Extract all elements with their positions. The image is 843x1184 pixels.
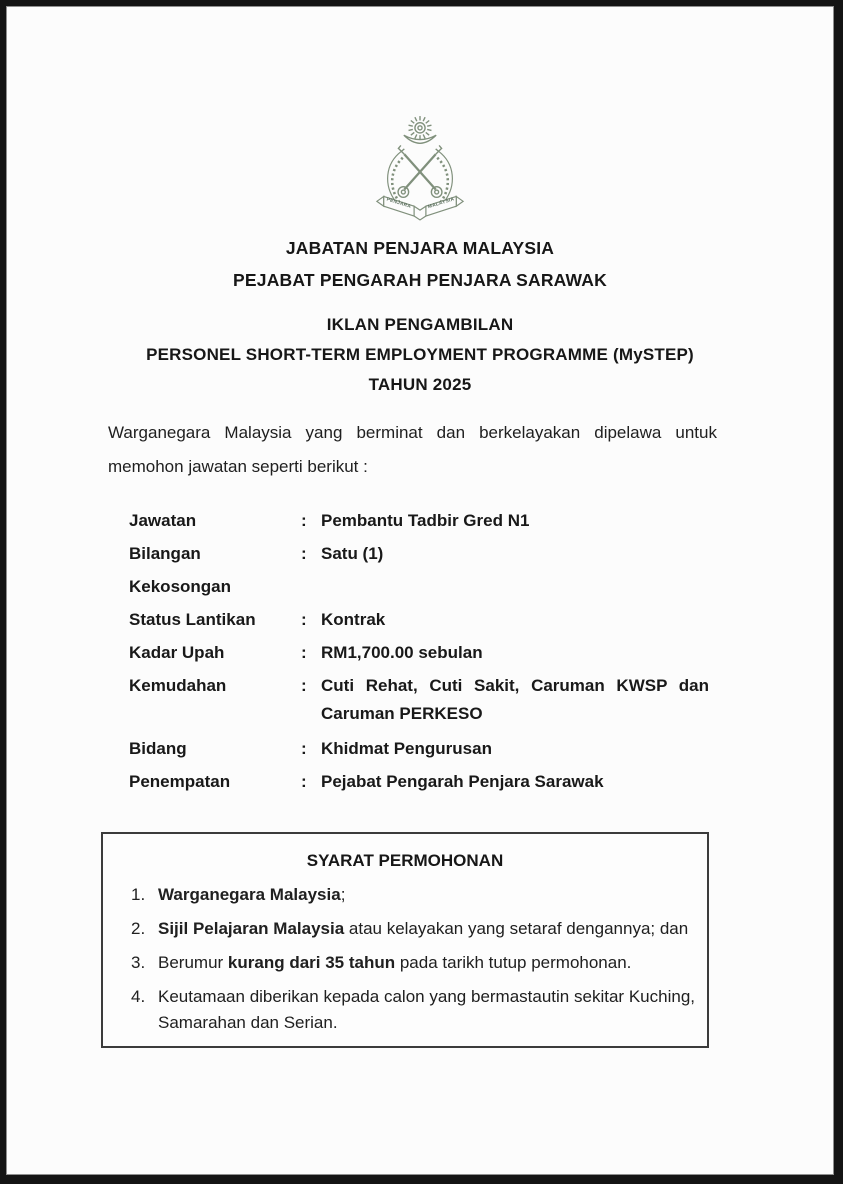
- intro-paragraph: Warganegara Malaysia yang berminat dan berkelayakan dipelawa untuk memohon jawatan seperti berikut :: [108, 423, 717, 476]
- detail-colon: :: [301, 511, 307, 530]
- item-text-post: pada tarikh tutup permohonan.: [395, 953, 632, 972]
- item-text-post: atau kelayakan yang setaraf dengannya; dan: [344, 919, 689, 938]
- detail-row-kemudahan: [129, 669, 709, 732]
- announcement-line-1: IKLAN PENGAMBILAN: [326, 315, 514, 334]
- detail-value: [321, 672, 709, 728]
- item-number: 4.: [131, 987, 146, 1006]
- announcement-title-block: [7, 310, 833, 400]
- item-text: [158, 916, 695, 942]
- paddy-wreath-icon: [388, 151, 453, 202]
- detail-colon: :: [301, 544, 307, 563]
- detail-value: Khidmat Pengurusan: [321, 739, 492, 758]
- detail-value: Pembantu Tadbir Gred N1: [321, 511, 530, 530]
- announcement-line-3: TAHUN 2025: [368, 375, 472, 394]
- detail-label: Status Lantikan: [129, 610, 256, 629]
- detail-row-kadar-upah: [129, 636, 709, 669]
- detail-value-line-2: Caruman PERKESO: [321, 704, 483, 723]
- item-text-bold: Warganegara Malaysia: [158, 885, 341, 904]
- requirement-item-1: [103, 882, 707, 908]
- detail-row-penempatan: [129, 765, 709, 798]
- detail-colon: :: [301, 739, 307, 758]
- item-text-bold: kurang dari 35 tahun: [227, 953, 396, 972]
- item-text: [158, 882, 695, 908]
- detail-value: RM1,700.00 sebulan: [321, 643, 483, 662]
- banner-text-right: MALAYSIA: [427, 197, 456, 211]
- crossed-keys-icon: [398, 145, 442, 197]
- item-text: [158, 984, 695, 1036]
- item-number: 3.: [131, 953, 146, 972]
- document-page: [6, 6, 834, 1175]
- item-number: 1.: [131, 885, 146, 904]
- item-text-bold: Sijil Pelajaran Malaysia: [158, 919, 345, 938]
- detail-row-bilangan-kekosongan: [129, 537, 709, 603]
- sunburst-star-icon: [409, 116, 432, 140]
- detail-value: Kontrak: [321, 610, 386, 629]
- requirements-title: SYARAT PERMOHONAN: [306, 851, 504, 870]
- letterhead: [7, 232, 833, 296]
- detail-label: Jawatan: [129, 511, 197, 530]
- detail-colon: :: [301, 610, 307, 629]
- office-name: PEJABAT PENGARAH PENJARA SARAWAK: [233, 270, 607, 290]
- detail-label: Bilangan Kekosongan: [129, 544, 232, 596]
- detail-label: Kadar Upah: [129, 643, 225, 662]
- detail-row-bidang: [129, 732, 709, 765]
- item-number: 2.: [131, 919, 146, 938]
- detail-colon: :: [301, 643, 307, 662]
- detail-row-jawatan: [129, 504, 709, 537]
- requirement-item-3: [103, 950, 707, 976]
- detail-value: Satu (1): [321, 544, 384, 563]
- requirements-box: [101, 832, 709, 1048]
- announcement-line-2: PERSONEL SHORT-TERM EMPLOYMENT PROGRAMME (MySTEP): [146, 345, 694, 364]
- detail-colon: :: [301, 676, 307, 695]
- prison-department-crest-logo: [371, 112, 469, 224]
- detail-value-line-1: Cuti Rehat, Cuti Sakit, Caruman KWSP dan: [321, 676, 709, 695]
- item-text-pre: Keutamaan diberikan kepada calon yang bermastautin sekitar Kuching, Samarahan dan Serian.: [158, 987, 695, 1032]
- detail-colon: :: [301, 772, 307, 791]
- item-text-post: ;: [340, 885, 346, 904]
- item-text-pre: Berumur: [158, 953, 228, 972]
- detail-label: Penempatan: [129, 772, 231, 791]
- job-details-list: [129, 504, 709, 798]
- department-name: JABATAN PENJARA MALAYSIA: [285, 238, 555, 258]
- detail-label: Bidang: [129, 739, 187, 758]
- detail-row-status-lantikan: [129, 603, 709, 636]
- banner-text-left: PENJARA: [385, 197, 412, 210]
- detail-label: Kemudahan: [129, 676, 227, 695]
- requirement-item-2: [103, 916, 707, 942]
- requirement-item-4: [103, 984, 707, 1036]
- item-text: [158, 950, 695, 976]
- detail-value: Pejabat Pengarah Penjara Sarawak: [321, 772, 604, 791]
